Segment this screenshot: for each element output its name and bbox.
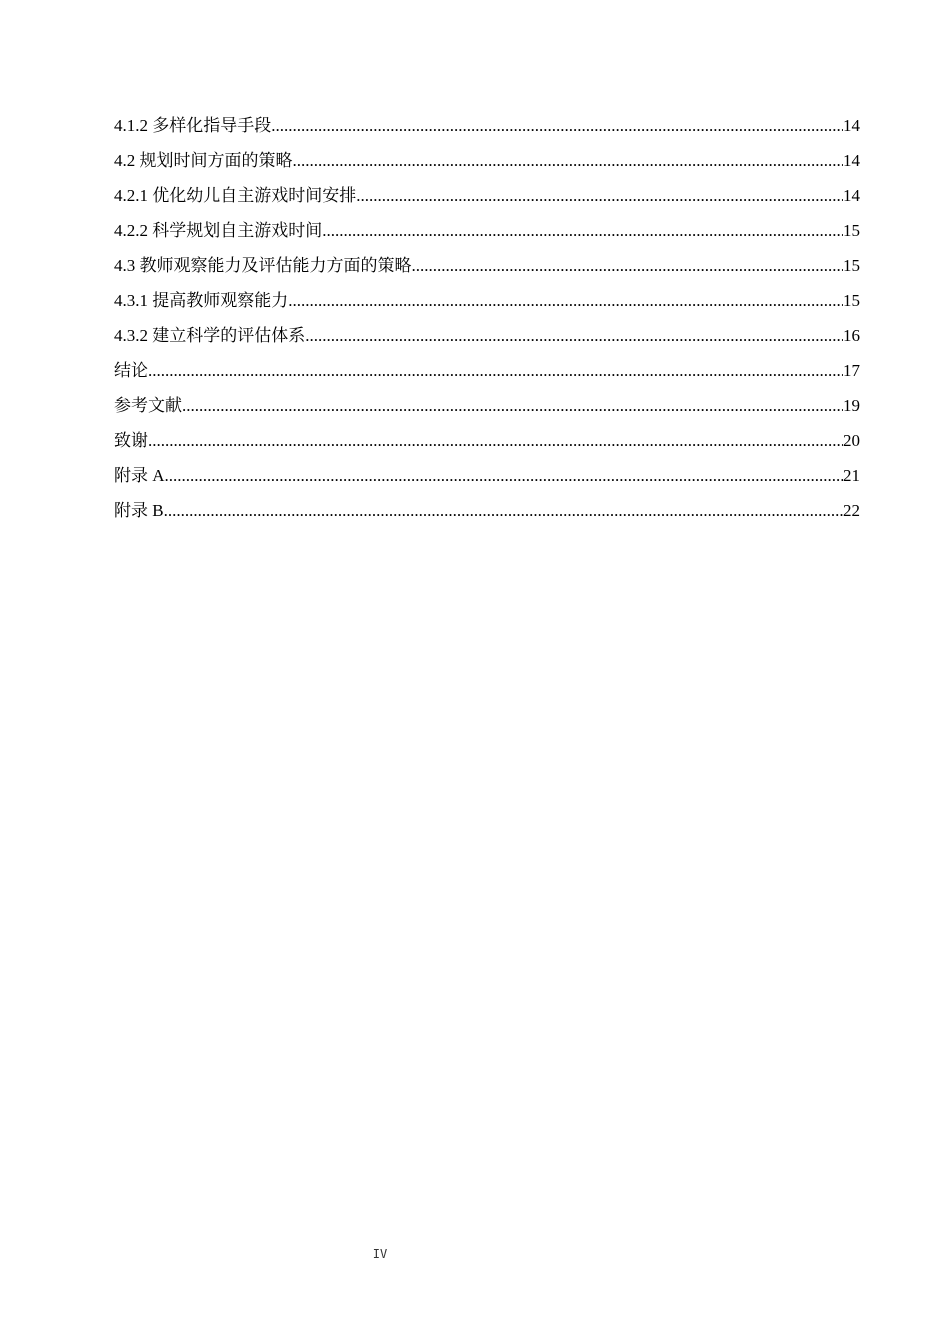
- toc-entry-title: 附录 A: [114, 466, 165, 485]
- toc-entry[interactable]: [114, 423, 860, 458]
- toc-entry-title: 4.2.1 优化幼儿自主游戏时间安排: [114, 186, 357, 205]
- toc-dot-leader: [356, 178, 843, 213]
- toc-dot-leader: [412, 248, 844, 283]
- toc-dot-leader: [322, 213, 843, 248]
- toc-dot-leader: [288, 283, 843, 318]
- toc-dot-leader: [293, 143, 844, 178]
- toc-dot-leader: [148, 353, 843, 388]
- toc-dot-leader: [305, 318, 843, 353]
- toc-entry-page: 15: [843, 291, 860, 310]
- toc-entry[interactable]: [114, 213, 860, 248]
- toc-entry[interactable]: [114, 143, 860, 178]
- toc-entry[interactable]: [114, 248, 860, 283]
- toc-entry-page: 20: [843, 431, 860, 450]
- toc-entry-title: 4.1.2 多样化指导手段: [114, 116, 272, 135]
- toc-dot-leader: [164, 493, 843, 528]
- toc-entry-page: 14: [843, 116, 860, 135]
- toc-entry[interactable]: [114, 353, 860, 388]
- toc-entry-page: 15: [843, 256, 860, 275]
- toc-entry-title: 4.3 教师观察能力及评估能力方面的策略: [114, 256, 412, 275]
- toc-entry[interactable]: [114, 493, 860, 528]
- toc-entry-page: 22: [843, 501, 860, 520]
- toc-entry[interactable]: [114, 283, 860, 318]
- toc-entry-page: 17: [843, 361, 860, 380]
- toc-entry[interactable]: [114, 178, 860, 213]
- toc-entry-title: 附录 B: [114, 501, 164, 520]
- toc-entry-title: 4.2 规划时间方面的策略: [114, 151, 293, 170]
- toc-entry-title: 4.2.2 科学规划自主游戏时间: [114, 221, 323, 240]
- toc-entry-title: 致谢: [114, 431, 148, 450]
- toc-entry-page: 14: [843, 186, 860, 205]
- toc-entry-page: 14: [843, 151, 860, 170]
- toc-entry-page: 21: [843, 466, 860, 485]
- toc-entry-title: 参考文献: [114, 396, 182, 415]
- page-number: IV: [372, 1247, 388, 1261]
- toc-entry[interactable]: [114, 388, 860, 423]
- toc-entry-title: 4.3.1 提高教师观察能力: [114, 291, 289, 310]
- toc-entry-title: 结论: [114, 361, 148, 380]
- toc-dot-leader: [148, 423, 843, 458]
- toc-entry[interactable]: [114, 108, 860, 143]
- toc-dot-leader: [165, 458, 843, 493]
- toc-entry-title: 4.3.2 建立科学的评估体系: [114, 326, 306, 345]
- toc-entry-page: 16: [843, 326, 860, 345]
- toc-entry[interactable]: [114, 318, 860, 353]
- toc-entry-page: 19: [843, 396, 860, 415]
- toc-dot-leader: [271, 108, 843, 143]
- toc-entry[interactable]: [114, 458, 860, 493]
- table-of-contents: [114, 108, 860, 528]
- toc-dot-leader: [182, 388, 843, 423]
- toc-entry-page: 15: [843, 221, 860, 240]
